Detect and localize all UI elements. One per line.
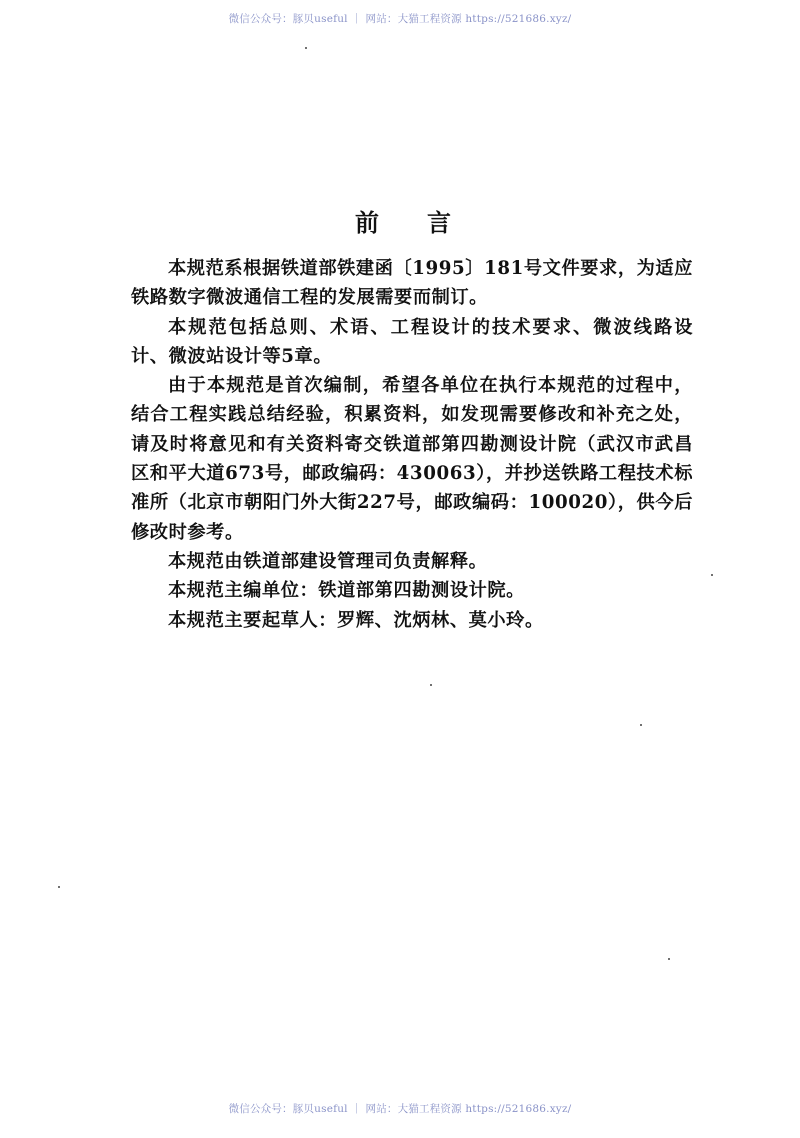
scan-speck xyxy=(305,47,307,49)
title-char-1: 前 xyxy=(355,208,379,237)
scan-speck xyxy=(58,886,60,888)
watermark-footer: 微信公众号：豚贝useful ｜ 网站：大猫工程资源 https://521686.xyz/ xyxy=(228,1103,572,1115)
paragraph-contents: 本规范包括总则、术语、工程设计的技术要求、微波线路设计、微波站设计等5章。 xyxy=(131,316,693,367)
page-title xyxy=(355,203,451,238)
paragraph-interpretation: 本规范由铁道部建设管理司负责解释。 xyxy=(168,550,488,572)
paragraph-feedback: 由于本规范是首次编制，希望各单位在执行本规范的过程中，结合工程实践总结经验，积累资料，如发现需要修改和补充之处，请及时将意见和有关资料寄交铁道部第四勘测设计院（武汉市武昌区和平大道673号，邮政编码：430063），并抄送铁路工程技术标准所（北京市朝阳门外大街227号，邮政编码：100020），供今后修改时参考。 xyxy=(131,375,693,543)
paragraph-chief-editor: 本规范主编单位：铁道部第四勘测设计院。 xyxy=(168,580,525,602)
paragraph-basis: 本规范系根据铁道部铁建函〔1995〕181号文件要求，为适应铁路数字微波通信工程的发展需要而制订。 xyxy=(131,258,693,309)
scan-speck xyxy=(711,574,713,576)
preface-body xyxy=(131,254,693,635)
watermark-header: 微信公众号：豚贝useful ｜ 网站：大猫工程资源 https://521686.xyz/ xyxy=(228,13,572,25)
paragraph-drafters: 本规范主要起草人：罗辉、沈炳林、莫小玲。 xyxy=(168,609,544,631)
scan-speck xyxy=(668,958,670,960)
title-char-2: 言 xyxy=(427,208,451,237)
scan-speck xyxy=(430,684,432,686)
scan-speck xyxy=(640,724,642,726)
